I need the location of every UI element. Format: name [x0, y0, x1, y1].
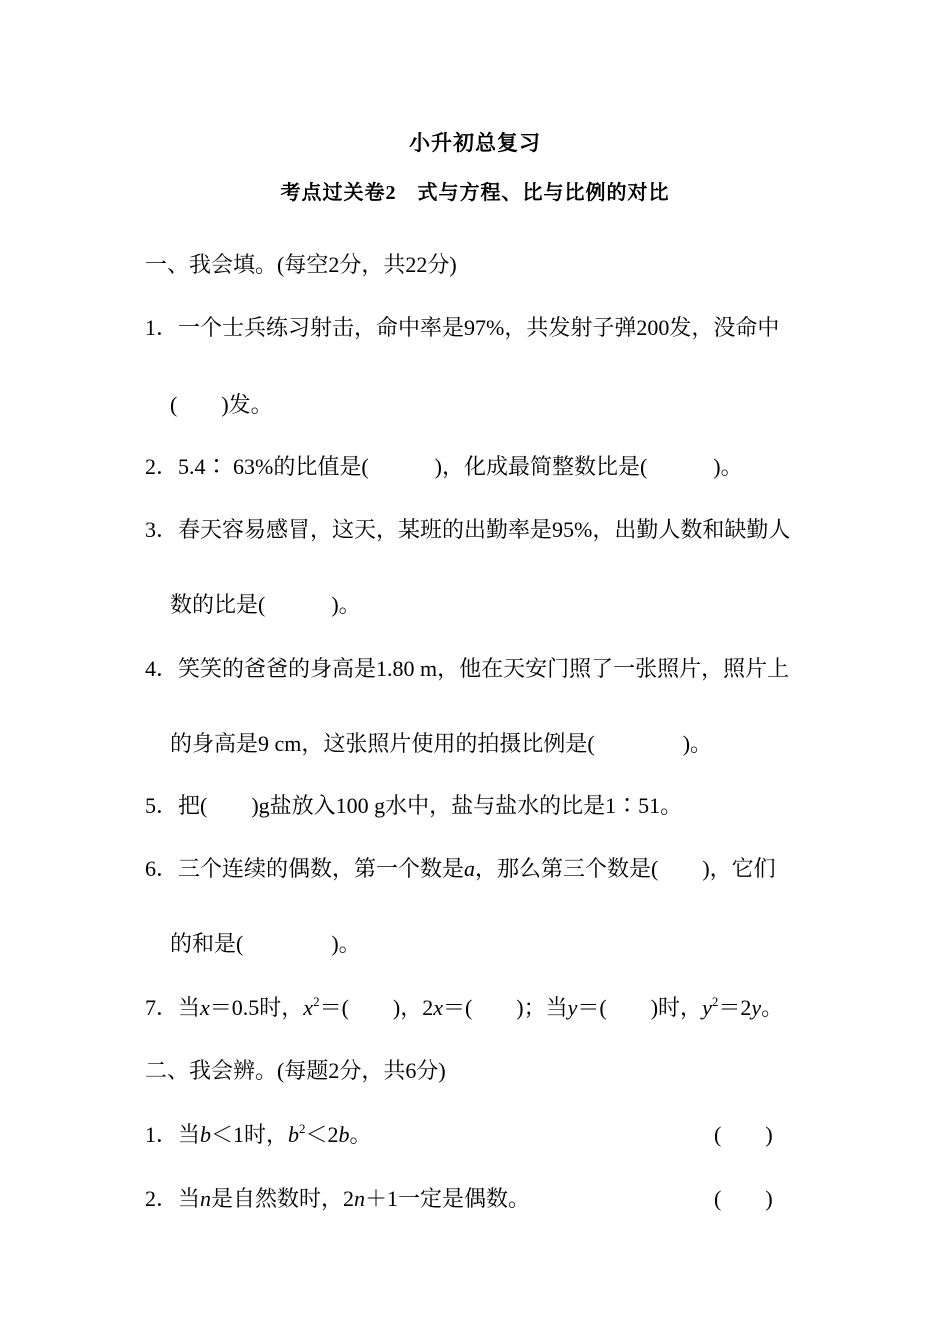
s2-q2-line — [145, 1184, 530, 1214]
section2-heading: 二、我会辨。(每题2分，共6分) — [145, 1058, 446, 1083]
q7-text: ＝( )，2 — [319, 995, 434, 1020]
q4-line2: 的身高是9 cm，这张照片使用的拍摄比例是( )。 — [170, 731, 713, 756]
q6-text-b: ，那么第三个数是( )，它们 — [475, 856, 776, 881]
s2-q1-line — [145, 1120, 372, 1150]
s2-q1-text: ＜1时， — [211, 1122, 289, 1147]
q7-var-y: y — [702, 995, 712, 1020]
section1-heading: 一、我会填。(每空2分，共22分) — [145, 252, 457, 277]
subtitle-part-a: 考点过关卷 — [280, 182, 386, 204]
subtitle-number: 2 — [385, 182, 397, 204]
q4-line1: 4．笑笑的爸爸的身高是1.80 m，他在天安门照了一张照片，照片上 — [145, 656, 790, 681]
q7-var-x: x — [303, 995, 314, 1020]
q7-text: ＝( )；当 — [442, 995, 568, 1020]
s2-q1-var-b: b — [288, 1122, 300, 1147]
s2-q2-var-n: n — [200, 1186, 212, 1211]
q7-var-x: x — [433, 995, 443, 1020]
q7-line1 — [145, 993, 783, 1023]
q7-text: ＝2 — [718, 995, 752, 1020]
page-title: 小升初总复习 — [409, 131, 541, 155]
q6-var-a: a — [464, 856, 476, 881]
q7-var-y: y — [751, 995, 762, 1020]
s2-q2-var-n: n — [354, 1186, 366, 1211]
q7-var-x: x — [200, 995, 210, 1020]
q7-text: ＝( )时， — [577, 995, 703, 1020]
subtitle-part-b: 式与方程、比与比例的对比 — [417, 182, 670, 204]
s2-q2-text: 2．当 — [145, 1186, 201, 1211]
s2-q1-var-b: b — [200, 1122, 212, 1147]
s2-q2-text: 是自然数时，2 — [211, 1186, 355, 1211]
q7-text: 7．当 — [145, 995, 201, 1020]
page-subtitle — [0, 178, 950, 208]
q6-text-a: 6．三个连续的偶数，第一个数是 — [145, 856, 465, 881]
s2-q1-text: 。 — [349, 1122, 372, 1147]
q7-var-y: y — [567, 995, 578, 1020]
q6-line1 — [145, 854, 776, 884]
s2-q1-var-b: b — [338, 1122, 350, 1147]
q6-line2: 的和是( )。 — [170, 931, 361, 956]
s2-q1-answer-blank[interactable]: ( ) — [714, 1122, 773, 1147]
q3-line1: 3．春天容易感冒，这天，某班的出勤率是95%，出勤人数和缺勤人 — [145, 517, 791, 542]
s2-q2-text: ＋1一定是偶数。 — [365, 1186, 531, 1211]
q1-line1: 1．一个士兵练习射击，命中率是97%，共发射子弹200发，没命中 — [145, 315, 780, 340]
q3-line2: 数的比是( )。 — [170, 592, 361, 617]
q7-text: 。 — [761, 995, 784, 1020]
q7-exponent: 2 — [711, 994, 719, 1009]
q1-line2: ( )发。 — [170, 392, 273, 417]
s2-q1-exponent: 2 — [299, 1121, 306, 1136]
q7-text: ＝0.5时， — [209, 995, 304, 1020]
q5-line1: 5．把( )g盐放入100 g水中，盐与盐水的比是1∶51。 — [145, 793, 683, 818]
q7-exponent: 2 — [313, 994, 320, 1009]
s2-q1-text: ＜2 — [305, 1122, 339, 1147]
s2-q1-text: 1．当 — [145, 1122, 201, 1147]
q2-line1: 2．5.4∶ 63%的比值是( )，化成最简整数比是( )。 — [145, 454, 743, 479]
s2-q2-answer-blank[interactable]: ( ) — [714, 1186, 773, 1211]
